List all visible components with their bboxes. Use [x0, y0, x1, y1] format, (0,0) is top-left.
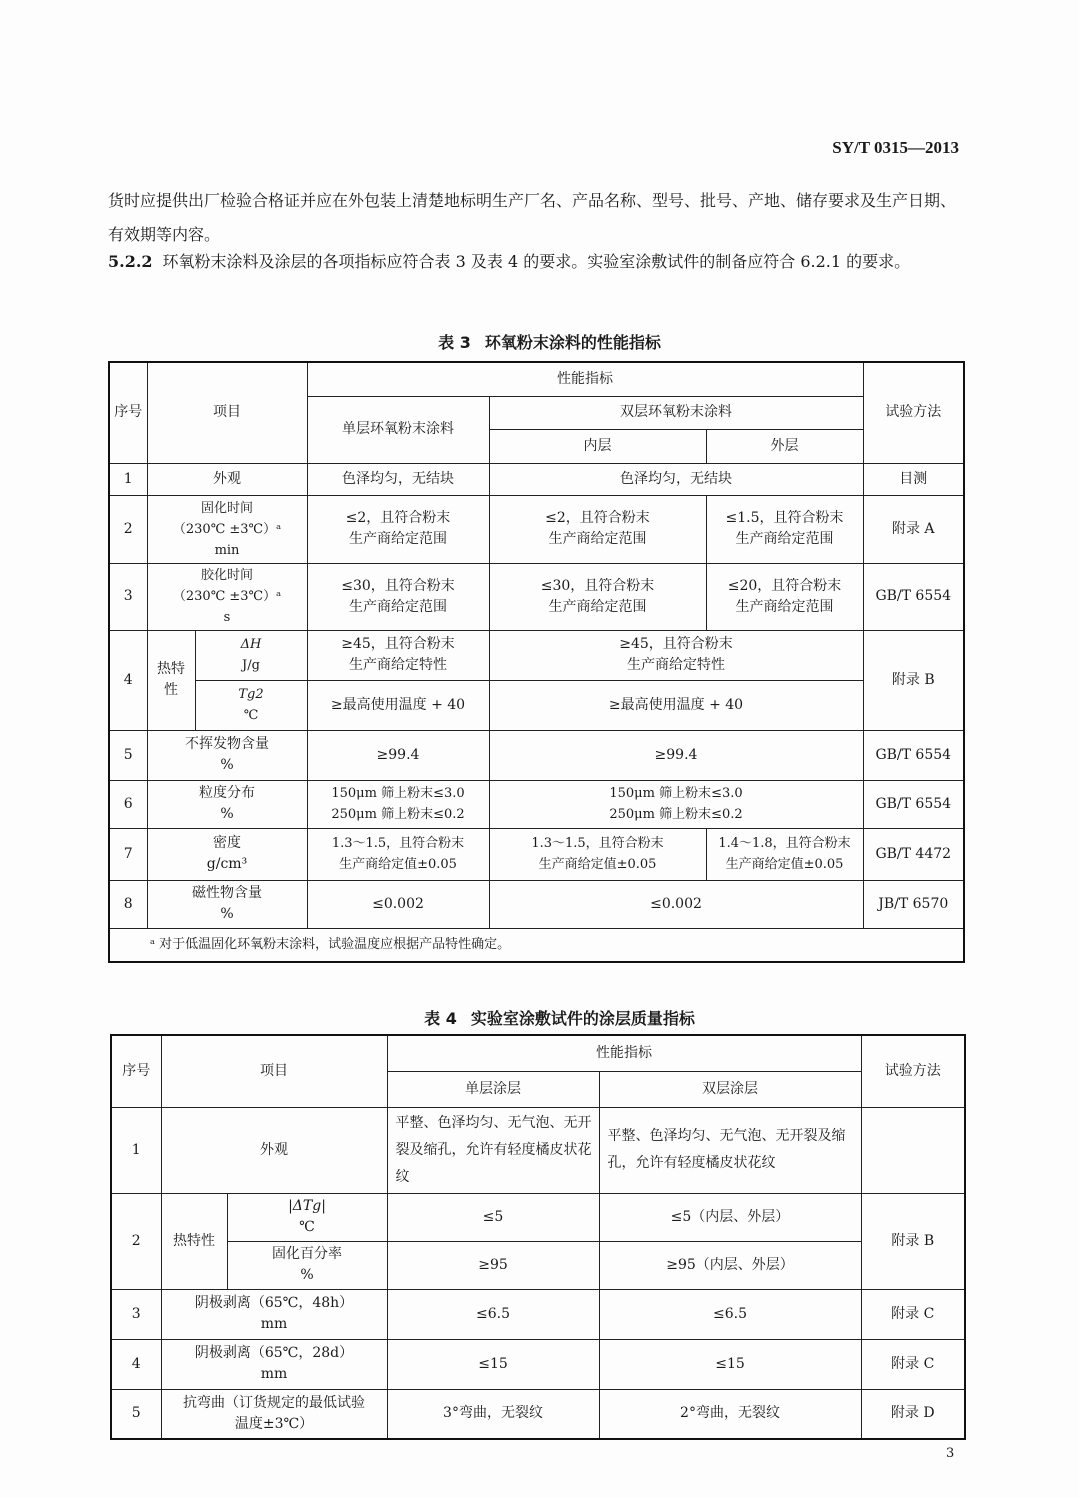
cell-outer [706, 563, 863, 630]
item-unit: % [220, 906, 234, 922]
value-line: ≤30，且符合粉末 [341, 577, 455, 594]
value-line: 250μm 筛上粉末≤0.2 [609, 807, 743, 822]
value-line: 250μm 筛上粉末≤0.2 [331, 807, 465, 822]
item-unit: J/g [242, 658, 260, 673]
cell-single [307, 630, 489, 680]
item-line: |ΔTg| [288, 1198, 326, 1214]
value-line: 生产商给定值±0.05 [538, 857, 657, 872]
cell-item [147, 780, 307, 828]
cell-seq: 3 [111, 1289, 161, 1339]
value-line: ≤1.5，且符合粉末 [725, 510, 844, 526]
table-row [111, 1241, 965, 1289]
cell-method: 目测 [863, 463, 964, 495]
table3-footnote: ᵃ 对于低温固化环氧粉末涂料，试验温度应根据产品特性确定。 [109, 928, 964, 962]
cell-single: 色泽均匀，无结块 [307, 463, 489, 495]
cell-double: ≤6.5 [599, 1289, 861, 1339]
value-line: ≤2，且符合粉末 [545, 510, 650, 526]
cell-double: ≤0.002 [489, 880, 863, 928]
item-line: 固化时间 [200, 500, 253, 516]
table4-number: 表 4 [424, 1009, 457, 1028]
item-line: 抗弯曲（订货规定的最低试验 [183, 1394, 365, 1411]
header-item: 项目 [161, 1035, 387, 1107]
cell-seq: 3 [109, 563, 147, 630]
cell-double: 色泽均匀，无结块 [489, 463, 863, 495]
cell-single: ≤0.002 [307, 880, 489, 928]
cell-seq: 1 [109, 463, 147, 495]
table-row [111, 1389, 965, 1439]
value-line: 生产商给定范围 [548, 598, 647, 615]
item-line: 阴极剥离（65℃，48h） [194, 1295, 354, 1311]
cell-seq: 5 [111, 1389, 161, 1439]
header-single-layer: 单层环氧粉末涂料 [307, 396, 489, 463]
header-double-coating: 双层涂层 [599, 1071, 861, 1107]
header-performance: 性能指标 [387, 1035, 861, 1071]
cell-single: ≥99.4 [307, 730, 489, 780]
cell-item [147, 730, 307, 780]
table-row [109, 495, 964, 563]
cell-double: ≥99.4 [489, 730, 863, 780]
cell-inner [489, 563, 706, 630]
value-line: ≥45，且符合粉末 [341, 636, 455, 652]
item-line: 温度±3℃） [234, 1415, 314, 1432]
cell-method: 附录 B [863, 630, 964, 730]
item-line: Tg2 [238, 687, 264, 702]
item-unit: % [220, 757, 234, 773]
cell-method: JB/T 6570 [863, 880, 964, 928]
item-line: 固化百分率 [272, 1246, 342, 1262]
cell-inner [489, 828, 706, 880]
header-inner: 内层 [489, 429, 706, 463]
item-unit: ℃ [243, 708, 259, 723]
item-unit: mm [260, 1316, 288, 1332]
cell-item: 外观 [161, 1107, 387, 1193]
value-line: 生产商给定范围 [349, 598, 447, 615]
table3-title: 环氧粉末涂料的性能指标 [484, 333, 661, 352]
cell-double: ≥最高使用温度 + 40 [489, 680, 863, 730]
cell-method: 附录 C [861, 1289, 965, 1339]
item-line: 阴极剥离（65℃，28d） [194, 1345, 354, 1361]
cell-single [307, 495, 489, 563]
item-line: ΔH [240, 637, 262, 652]
value-line: 生产商给定特性 [627, 657, 725, 673]
table3-caption [0, 330, 1079, 353]
header-item: 项目 [147, 362, 307, 463]
cell-cure [227, 1241, 387, 1289]
value-line: 150μm 筛上粉末≤3.0 [609, 786, 743, 801]
table-row [109, 780, 964, 828]
header-seq: 序号 [111, 1035, 161, 1107]
cell-method: GB/T 4472 [863, 828, 964, 880]
cell-seq: 2 [109, 495, 147, 563]
value-line: ≤20，且符合粉末 [727, 577, 842, 594]
cell-item [161, 1339, 387, 1389]
value-line: 生产商给定值±0.05 [339, 857, 457, 872]
item-line: 磁性物含量 [192, 885, 262, 901]
cell-single: ≤6.5 [387, 1289, 599, 1339]
cell-single: ≤15 [387, 1339, 599, 1389]
table-row [109, 880, 964, 928]
cell-double: 平整、色泽均匀、无气泡、无开裂及缩孔，允许有轻度橘皮状花纹 [599, 1107, 861, 1193]
cell-item [147, 828, 307, 880]
table4 [110, 1034, 966, 1440]
item-unit: % [220, 806, 234, 822]
item-line: 不挥发物含量 [185, 736, 269, 752]
cell-single: 平整、色泽均匀、无气泡、无开裂及缩孔，允许有轻度橘皮状花纹 [387, 1107, 599, 1193]
cell-single: 3°弯曲，无裂纹 [387, 1389, 599, 1439]
table4-title: 实验室涂敷试件的涂层质量指标 [470, 1009, 695, 1028]
value-line: 1.3～1.5，且符合粉末 [331, 836, 465, 851]
header-single-coating: 单层涂层 [387, 1071, 599, 1107]
cell-seq: 7 [109, 828, 147, 880]
cell-outer [706, 828, 863, 880]
item-unit: min [214, 542, 240, 558]
value-line: 生产商给定范围 [735, 598, 834, 615]
paragraph-5-2-2 [108, 245, 963, 279]
item-unit: ℃ [299, 1219, 315, 1235]
value-line: 生产商给定范围 [735, 531, 834, 547]
cell-seq: 6 [109, 780, 147, 828]
cell-single: ≥最高使用温度 + 40 [307, 680, 489, 730]
group-line: 热特 [157, 661, 185, 677]
value-line: 生产商给定范围 [349, 531, 447, 547]
cell-delta-tg [227, 1193, 387, 1241]
cell-single [307, 780, 489, 828]
cell-seq: 8 [109, 880, 147, 928]
table-row [111, 1193, 965, 1241]
header-performance: 性能指标 [307, 362, 863, 396]
value-line: 1.3～1.5，且符合粉末 [531, 836, 664, 851]
document-code: SY/T 0315—2013 [832, 138, 959, 157]
cell-tg [195, 680, 307, 730]
item-line: 胶化时间 [200, 568, 253, 583]
table3-number: 表 3 [438, 333, 471, 352]
cell-double: ≤5（内层、外层） [599, 1193, 861, 1241]
item-unit: s [223, 610, 231, 625]
cell-method: GB/T 6554 [863, 563, 964, 630]
cell-method: GB/T 6554 [863, 730, 964, 780]
value-line: 150μm 筛上粉末≤3.0 [331, 786, 465, 801]
cell-seq: 4 [111, 1339, 161, 1389]
item-unit: g/cm³ [206, 856, 248, 872]
cell-group-thermal [147, 630, 195, 730]
cell-double [489, 780, 863, 828]
cell-seq: 4 [109, 630, 147, 730]
cell-double: ≥95（内层、外层） [599, 1241, 861, 1289]
table-row [109, 563, 964, 630]
table-row [111, 1339, 965, 1389]
value-line: 1.4～1.8，且符合粉末 [718, 836, 851, 851]
header-method: 试验方法 [861, 1035, 965, 1107]
cell-single [307, 563, 489, 630]
header-outer: 外层 [706, 429, 863, 463]
paragraph-delivery: 货时应提供出厂检验合格证并应在外包装上清楚地标明生产厂名、产品名称、型号、批号、产地、储存要求及生产日期、有效期等内容。 [108, 191, 957, 244]
cell-single [307, 828, 489, 880]
value-line: ≤30，且符合粉末 [540, 577, 655, 594]
cell-method: 附录 B [861, 1193, 965, 1289]
cell-double: ≤15 [599, 1339, 861, 1389]
section-number: 5.2.2 [108, 252, 153, 271]
cell-item [147, 563, 307, 630]
item-unit: % [300, 1267, 314, 1283]
cell-delta-h [195, 630, 307, 680]
cell-method [861, 1107, 965, 1193]
header-double-layer: 双层环氧粉末涂料 [489, 396, 863, 429]
cell-method: GB/T 6554 [863, 780, 964, 828]
cell-single: ≤5 [387, 1193, 599, 1241]
item-line: （230℃ ±3℃）ᵃ [172, 589, 282, 604]
section-text: 环氧粉末涂料及涂层的各项指标应符合表 3 及表 4 的要求。实验室涂敷试件的制备应符合 6.2.1 的要求。 [162, 252, 911, 271]
table-row [111, 1289, 965, 1339]
table-row [109, 680, 964, 730]
cell-seq: 2 [111, 1193, 161, 1289]
cell-group-thermal: 热特性 [161, 1193, 227, 1289]
cell-outer [706, 495, 863, 563]
value-line: ≤2，且符合粉末 [345, 510, 451, 526]
header-method: 试验方法 [863, 362, 964, 463]
value-line: 生产商给定特性 [349, 657, 447, 673]
cell-method: 附录 C [861, 1339, 965, 1389]
header-seq: 序号 [109, 362, 147, 463]
cell-item [147, 495, 307, 563]
table-row [109, 463, 964, 495]
cell-single: ≥95 [387, 1241, 599, 1289]
cell-seq: 1 [111, 1107, 161, 1193]
item-line: 密度 [213, 835, 241, 851]
cell-item: 外观 [147, 463, 307, 495]
cell-item [147, 880, 307, 928]
cell-double [489, 630, 863, 680]
table-row [109, 630, 964, 680]
value-line: 生产商给定范围 [548, 531, 647, 547]
group-line: 性 [164, 682, 178, 698]
cell-seq: 5 [109, 730, 147, 780]
cell-inner [489, 495, 706, 563]
cell-item [161, 1389, 387, 1439]
cell-method: 附录 A [863, 495, 964, 563]
item-line: 粒度分布 [199, 785, 255, 801]
cell-item [161, 1289, 387, 1339]
value-line: ≥45，且符合粉末 [619, 636, 733, 652]
item-unit: mm [260, 1366, 288, 1382]
table-row [111, 1107, 965, 1193]
table3 [108, 361, 965, 963]
cell-double: 2°弯曲，无裂纹 [599, 1389, 861, 1439]
table-row [109, 730, 964, 780]
cell-method: 附录 D [861, 1389, 965, 1439]
value-line: 生产商给定值±0.05 [725, 857, 844, 872]
item-line: （230℃ ±3℃）ᵃ [172, 521, 282, 537]
table-row [109, 828, 964, 880]
page-number: 3 [946, 1446, 955, 1461]
table4-caption [0, 1006, 1079, 1029]
